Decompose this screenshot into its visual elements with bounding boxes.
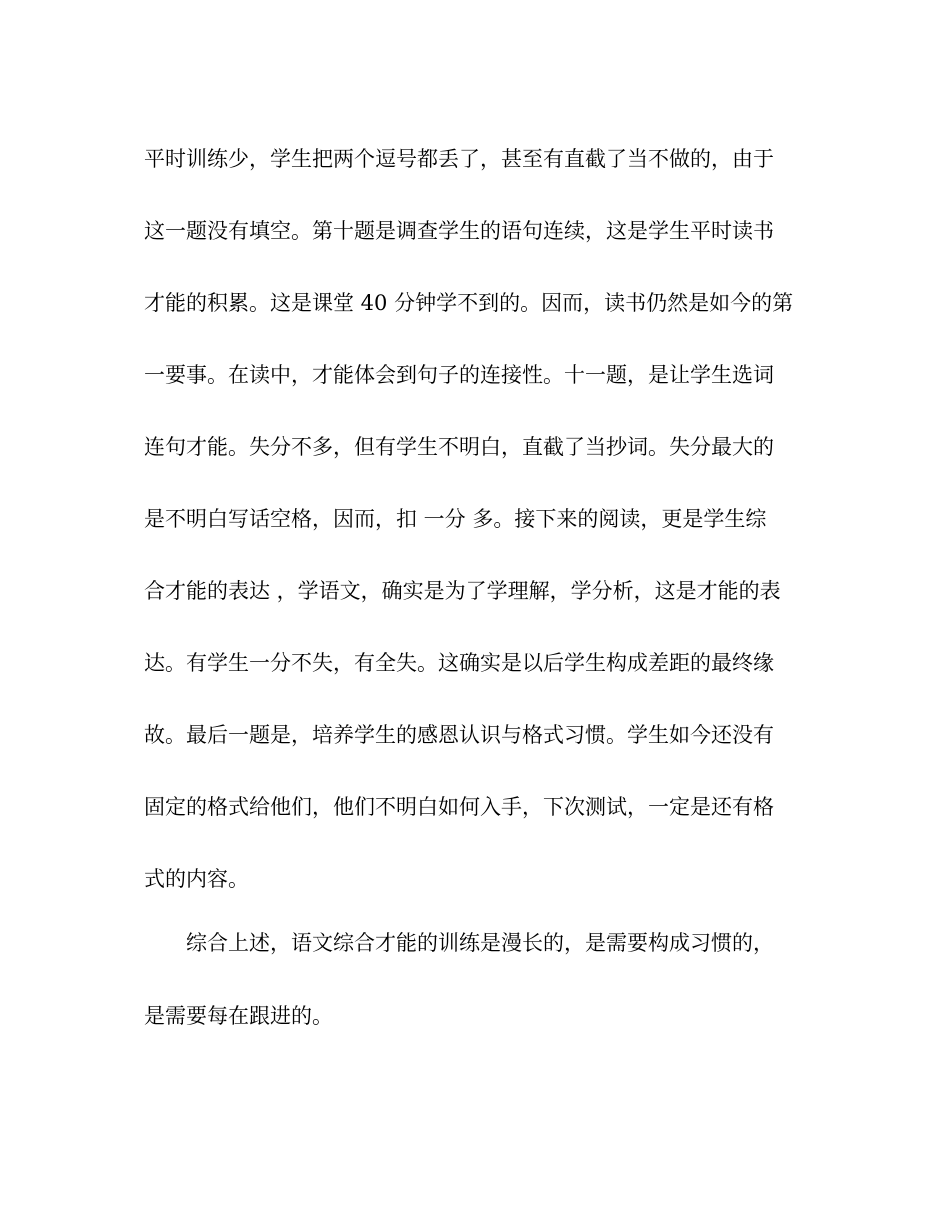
text-line: 达。有学生一分不失，有全失。这确实是以后学生构成差距的最终缘 xyxy=(144,651,774,675)
text-line: 连句才能。失分不多，但有学生不明白，直截了当抄词。失分最大的 xyxy=(144,435,774,459)
text-line: 是需要每在跟进的。 xyxy=(144,1004,333,1028)
text-line: 这一题没有填空。第十题是调查学生的语句连续，这是学生平时读书 xyxy=(144,219,774,243)
text-line: 一要事。在读中，才能体会到句子的连接性。十一题，是让学生选词 xyxy=(144,363,774,387)
text-line: 故。最后一题是，培养学生的感恩认识与格式习惯。学生如今还没有 xyxy=(144,723,774,747)
text-line: 是不明白写话空格，因而，扣 一分 多。接下来的阅读，更是学生综 xyxy=(144,507,767,531)
paragraph-first-line: 综合上述，语文综合才能的训练是漫长的，是需要构成习惯的， xyxy=(186,931,774,955)
text-line: 固定的格式给他们，他们不明白如何入手，下次测试，一定是还有格 xyxy=(144,795,774,819)
text-line: 平时训练少，学生把两个逗号都丢了，甚至有直截了当不做的，由于 xyxy=(144,147,774,171)
text-line: 式的内容。 xyxy=(144,867,249,891)
text-line: 合才能的表达 ，学语文，确实是为了学理解，学分析，这是才能的表 xyxy=(144,579,781,603)
text-line: 才能的积累。这是课堂 40 分钟学不到的。因而，读书仍然是如今的第 xyxy=(144,291,794,315)
